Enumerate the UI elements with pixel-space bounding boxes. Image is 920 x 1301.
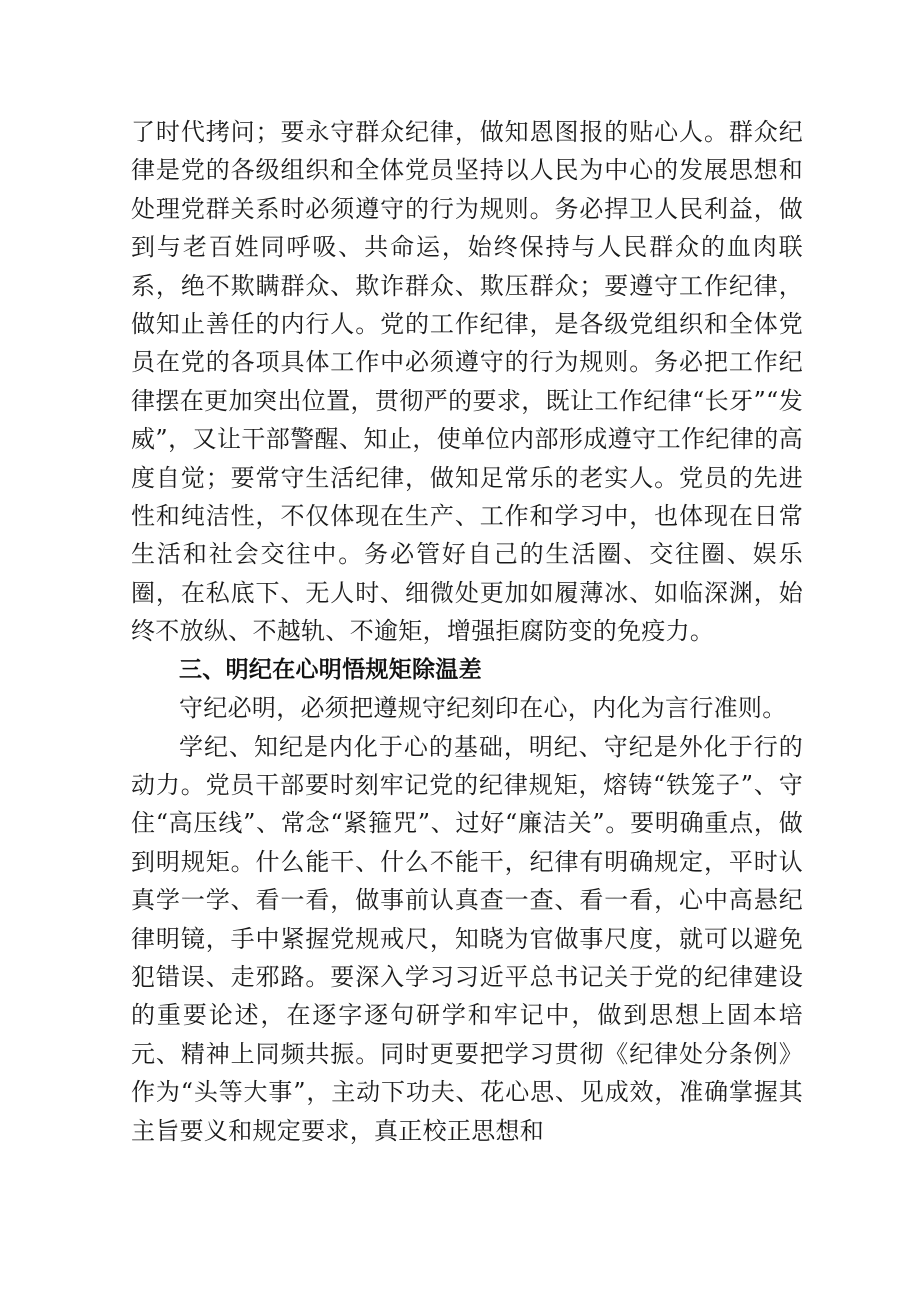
- paragraph-main: 学纪、知纪是内化于心的基础，明纪、守纪是外化于行的动力。党员干部要时刻牢记党的纪律规矩，熔铸“铁笼子”、守住“高压线”、常念“紧箍咒”、过好“廉洁关”。要明确重点，做到明规矩。什么能干、什么不能干，纪律有明确规定，平时认真学一学、看一看，做事前认真查一查、看一看，心中高悬纪律明镜，手中紧握党规戒尺，知晓为官做事尺度，就可以避免犯错误、走邪路。要深入学习习近平总书记关于党的纪律建设的重要论述，在逐字逐句研学和牢记中，做到思想上固本培元、精神上同频共振。同时更要把学习贯彻《纪律处分条例》作为“头等大事”，主动下功夫、花心思、见成效，准确掌握其主旨要义和规定要求，真正校正思想和: [131, 732, 803, 1145]
- paragraph-continued: 了时代拷问；要永守群众纪律，做知恩图报的贴心人。群众纪律是党的各级组织和全体党员坚持以人民为中心的发展思想和处理党群关系时必须遵守的行为规则。务必捍卫人民利益，做到与老百姓同呼吸、共命运，始终保持与人民群众的血肉联系，绝不欺瞒群众、欺诈群众、欺压群众；要遵守工作纪律，做知止善任的内行人。党的工作纪律，是各级党组织和全体党员在党的各项具体工作中必须遵守的行为规则。务必把工作纪律摆在更加突出位置，贯彻严的要求，既让工作纪律“长牙”“发威”，又让干部警醒、知止，使单位内部形成遵守工作纪律的高度自觉；要常守生活纪律，做知足常乐的老实人。党员的先进性和纯洁性，不仅体现在生产、工作和学习中，也体现在日常生活和社会交往中。务必管好自己的生活圈、交往圈、娱乐圈，在私底下、无人时、细微处更加如履薄冰、如临深渊，始终不放纵、不越轨、不逾矩，增强拒腐防变的免疫力。: [131, 118, 803, 646]
- document-body: [131, 113, 803, 1150]
- paragraph-intro: 守纪必明，必须把遵规守纪刻印在心，内化为言行准则。: [179, 694, 787, 723]
- section-heading: 三、明纪在心明悟规矩除温差: [179, 656, 482, 683]
